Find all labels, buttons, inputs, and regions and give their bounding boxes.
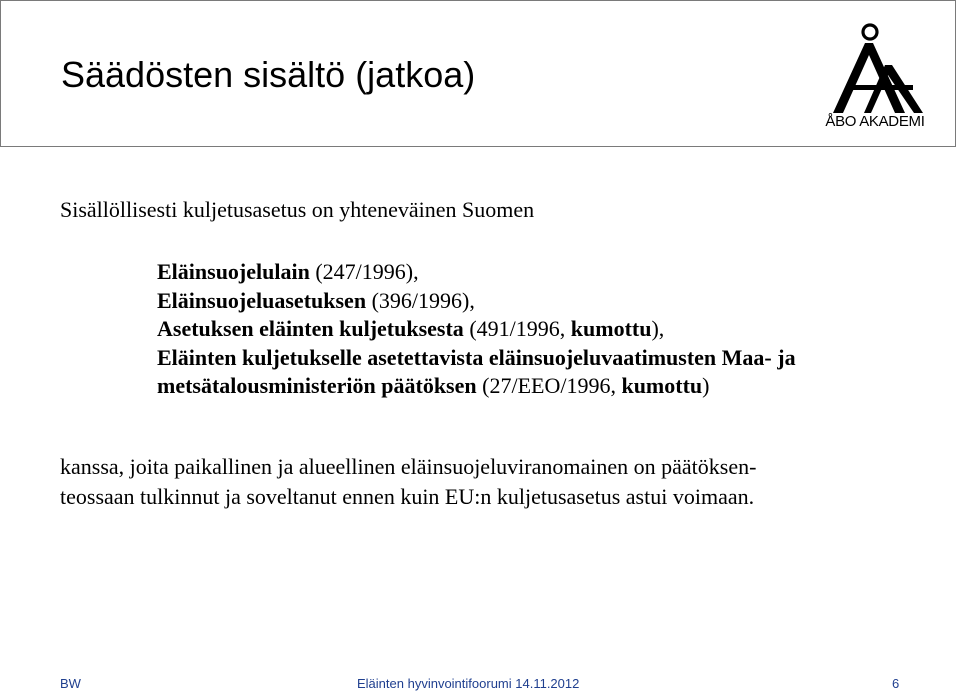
law-name: Eläinsuojelulain	[157, 259, 310, 284]
title-header	[0, 0, 956, 147]
intro-text: Sisällöllisesti kuljetusasetus on yhteneväinen Suomen	[60, 197, 535, 222]
law-reference: (491/1996,	[463, 316, 571, 341]
law-item	[157, 372, 796, 401]
law-reference: (396/1996),	[366, 287, 475, 313]
law-name: Eläinten kuljetukselle asetettavista eläinsuojeluvaatimusten Maa- ja	[157, 344, 796, 370]
law-status: kumottu	[621, 373, 703, 398]
law-status: kumottu	[570, 316, 652, 341]
law-reference: (247/1996),	[309, 259, 419, 284]
law-reference: (27/EEO/1996,	[476, 373, 622, 398]
footer-event: Eläinten hyvinvointifoorumi 14.11.2012	[357, 676, 580, 691]
law-list	[157, 258, 796, 401]
conclusion-line: kanssa, joita paikallinen ja alueellinen eläinsuojeluviranomainen on päätöksen-	[60, 454, 757, 479]
law-reference-tail: )	[702, 373, 710, 398]
law-name: Asetuksen eläinten kuljetuksesta	[157, 316, 464, 341]
law-name: metsätalousministeriön päätöksen	[157, 373, 477, 398]
law-name: Eläinsuojeluasetuksen	[157, 287, 367, 313]
conclusion-line: teossaan tulkinnut ja soveltanut ennen kuin EU:n kuljetusasetus astui voimaan.	[60, 484, 755, 509]
abo-akademi-logo	[819, 19, 931, 135]
abo-akademi-emblem-icon	[819, 19, 931, 113]
footer-author: BW	[60, 676, 81, 691]
law-item	[157, 258, 796, 287]
slide-title: Säädösten sisältö (jatkoa)	[61, 54, 476, 95]
law-item	[157, 315, 796, 344]
law-item	[157, 344, 796, 373]
law-reference-tail: ),	[651, 316, 665, 341]
law-item	[157, 287, 796, 316]
footer-page-number: 6	[892, 676, 900, 691]
conclusion-text	[60, 452, 756, 512]
logo-text: ÅBO AKADEMI	[825, 113, 925, 130]
